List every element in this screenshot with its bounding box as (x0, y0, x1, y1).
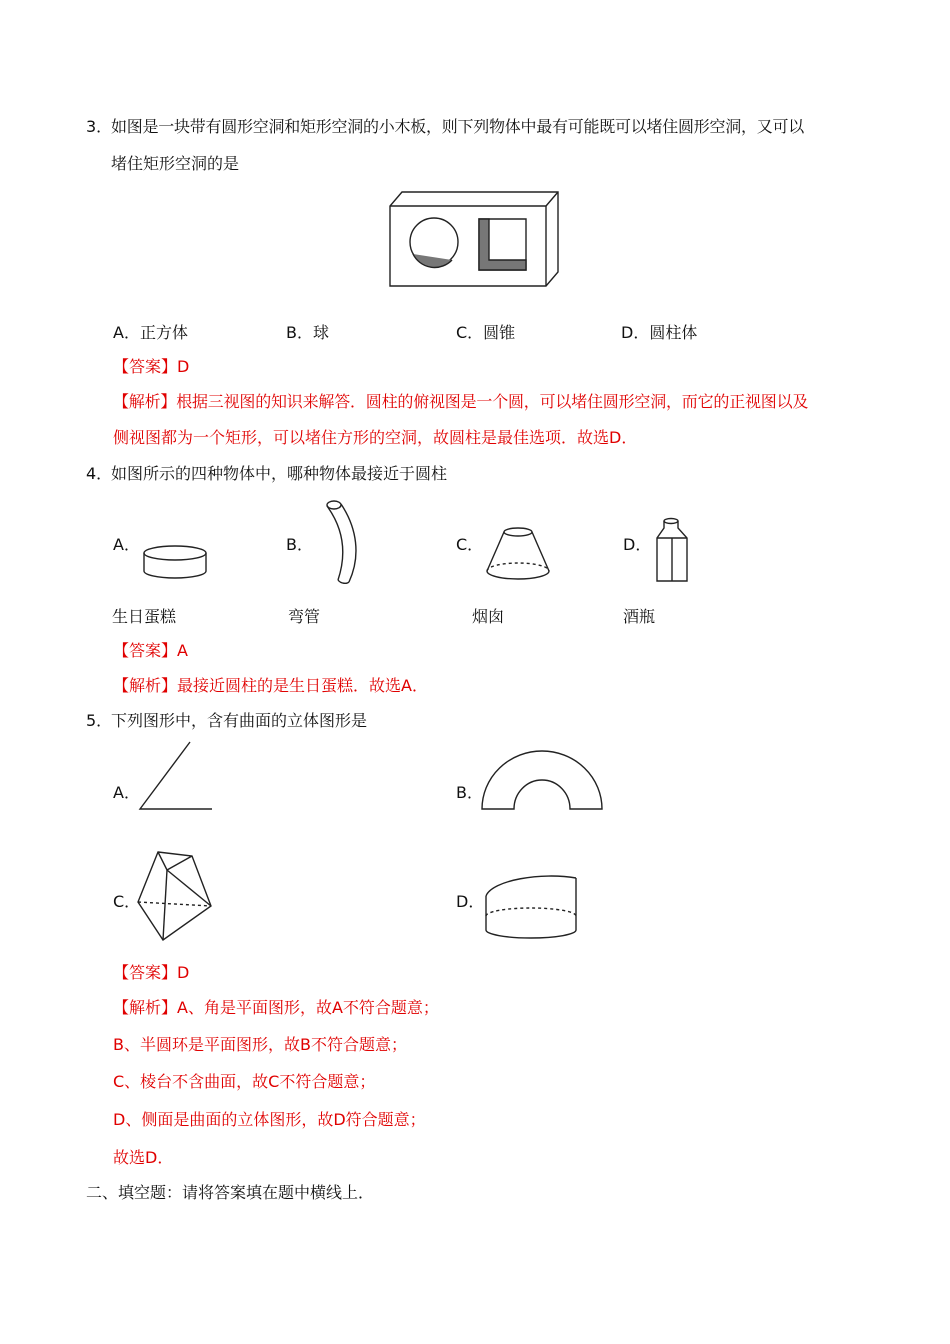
q3-analysis-line2: 侧视图都为一个矩形，可以堵住方形的空洞，故圆柱是最佳选项．故选D． (113, 428, 638, 447)
q5-analysis-line1: 【解析】A、角是平面图形，故A不符合题意； (113, 998, 439, 1017)
cut-cylinder-figure (482, 872, 580, 940)
frustum-polyhedron-figure (136, 850, 214, 942)
q4-option-b-letter: B． (286, 535, 313, 554)
q5-answer: 【答案】D (113, 963, 190, 982)
q5-option-d-letter: D． (456, 892, 485, 911)
q5-analysis-line3: C、棱台不含曲面，故C不符合题意； (113, 1072, 376, 1091)
q4-stem: 如图所示的四种物体中，哪种物体最接近于圆柱 (111, 464, 448, 483)
q4-option-b-name: 弯管 (288, 607, 321, 626)
q3-analysis-line1: 【解析】根据三视图的知识来解答．圆柱的俯视图是一个圆，可以堵住圆形空洞，而它的正视图以及 (113, 392, 809, 411)
q5-analysis-line2: B、半圆环是平面图形，故B不符合题意； (113, 1035, 407, 1054)
angle-figure (138, 740, 214, 812)
q3-stem-line1: 如图是一块带有圆形空洞和矩形空洞的小木板，则下列物体中最有可能既可以堵住圆形空洞，又可以 (111, 117, 805, 136)
q3-option-c: C．圆锥 (456, 323, 516, 342)
q5-option-c-letter: C． (113, 892, 141, 911)
q5-number: 5． (86, 711, 113, 730)
q3-stem-line2: 堵住矩形空洞的是 (111, 154, 240, 173)
q3-option-d: D．圆柱体 (621, 323, 698, 342)
q5-option-a-letter: A． (113, 783, 140, 802)
q4-number: 4． (86, 464, 113, 483)
q4-option-d-name: 酒瓶 (623, 607, 656, 626)
q4-option-c-letter: C． (456, 535, 484, 554)
q3-number: 3． (86, 117, 113, 136)
q5-stem: 下列图形中，含有曲面的立体图形是 (111, 711, 368, 730)
birthday-cake-figure (143, 545, 209, 581)
q3-option-a: A．正方体 (113, 323, 188, 342)
chimney-figure (484, 526, 552, 584)
q3-answer: 【答案】D (113, 357, 190, 376)
q4-option-a-name: 生日蛋糕 (112, 607, 177, 626)
q3-option-b: B．球 (286, 323, 329, 342)
q4-analysis: 【解析】最接近圆柱的是生日蛋糕．故选A． (113, 676, 428, 695)
q4-option-d-letter: D． (623, 535, 652, 554)
bent-pipe-figure (321, 498, 369, 584)
wine-bottle-figure (654, 514, 690, 584)
q4-option-c-name: 烟囱 (472, 607, 505, 626)
q5-option-b-letter: B． (456, 783, 483, 802)
q4-option-a-letter: A． (113, 535, 140, 554)
board-with-holes-figure (388, 192, 562, 290)
q5-analysis-line4: D、侧面是曲面的立体图形，故D符合题意； (113, 1110, 426, 1129)
q5-analysis-line5: 故选D． (113, 1148, 174, 1167)
section-heading: 二、填空题：请将答案填在题中横线上． (86, 1183, 375, 1202)
half-ring-figure (481, 748, 605, 812)
q4-answer: 【答案】A (113, 641, 188, 660)
